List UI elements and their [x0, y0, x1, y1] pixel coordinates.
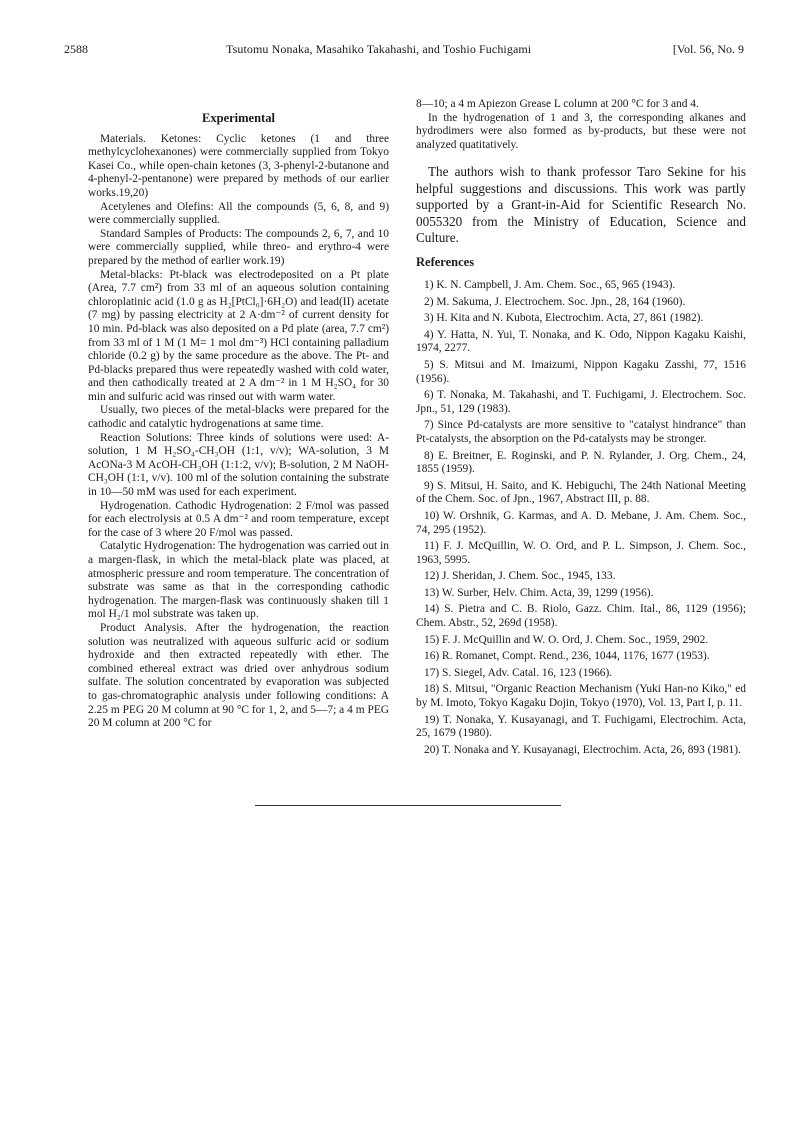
paragraph-catalytic-hydrogenation: Catalytic Hydrogenation: The hydrogenation was carried out in a margen-flask, in which the metal-black plate was placed, at atmospheric pressure and room temperature. The concentration of substrate was same as that in the corresponding cathodic hydrogenation. The margen-flask was continuously shaken till 1 mol H₂/1 mol substrate was taken up.	[88, 540, 389, 621]
reference-item: 7) Since Pd-catalysts are more sensitive to "catalyst hindrance" than Pt-catalysts, the absorption on the Pd-catalysts may be stronger.	[416, 419, 746, 445]
right-column	[416, 98, 746, 760]
reference-item: 15) F. J. McQuillin and W. O. Ord, J. Chem. Soc., 1959, 2902.	[424, 633, 709, 646]
reference-item: 3) H. Kita and N. Kubota, Electrochim. Acta, 27, 861 (1982).	[424, 312, 704, 325]
section-title-references: References	[416, 255, 475, 270]
reference-item: 20) T. Nonaka and Y. Kusayanagi, Electrochim. Acta, 26, 893 (1981).	[424, 743, 741, 756]
reference-item: 4) Y. Hatta, N. Yui, T. Nonaka, and K. Odo, Nippon Kagaku Kaishi, 1974, 2277.	[416, 328, 746, 355]
paragraph-by-products: In the hydrogenation of 1 and 3, the corresponding alkanes and hydrodimers were also formed as by-products, but these were not analyzed quatitatively.	[416, 111, 746, 151]
reference-list	[416, 279, 746, 757]
section-title-experimental: Experimental	[202, 111, 275, 125]
reference-item: 5) S. Mitsui and M. Imaizumi, Nippon Kagaku Zasshi, 77, 1516 (1956).	[416, 358, 746, 385]
reference-item: 2) M. Sakuma, J. Electrochem. Soc. Jpn., 28, 164 (1960).	[424, 295, 686, 308]
acknowledgement: The authors wish to thank professor Taro Sekine for his helpful suggestions and discussions. This work was partly supported by a Grant-in-Aid for Scientific Research No. 0055320 from the Ministry of Education, Science and Culture.	[416, 164, 746, 245]
reference-item: 19) T. Nonaka, Y. Kusayanagi, and T. Fuchigami, Electrochim. Acta, 25, 1679 (1980).	[416, 713, 746, 740]
running-authors: Tsutomu Nonaka, Masahiko Takahashi, and Toshio Fuchigami	[226, 42, 532, 56]
paragraph-usually: Usually, two pieces of the metal-blacks were prepared for the cathodic and catalytic hydrogenations at same time.	[88, 404, 389, 431]
running-header	[64, 42, 744, 58]
reference-item: 18) S. Mitsui, "Organic Reaction Mechanism (Yuki Han-no Kiko," ed by M. Imoto, Tokyo Kagaku Dojin, Tokyo (1970), Vol. 13, Part I, p. 11.	[416, 683, 746, 710]
paragraph-cathodic-hydrogenation: Hydrogenation. Cathodic Hydrogenation: 2 F/mol was passed for each electrolysis at 0.5 A dm⁻² and room temperature, except for the case of 3 where 20 F/mol was passed.	[88, 499, 389, 539]
end-rule	[255, 805, 561, 806]
reference-item: 10) W. Orshnik, G. Karmas, and A. D. Mebane, J. Am. Chem. Soc., 74, 295 (1952).	[416, 509, 746, 536]
paragraph-acetylenes: Acetylenes and Olefins: All the compounds (5, 6, 8, and 9) were commercially supplied.	[88, 200, 389, 227]
reference-item: 16) R. Romanet, Compt. Rend., 236, 1044, 1176, 1677 (1953).	[424, 650, 710, 663]
paragraph-reaction-solutions: Reaction Solutions: Three kinds of solutions were used: A-solution, 1 M H₂SO₄-CH₃OH (1:1, v/v); WA-solution, 3 M AcONa-3 M AcOH-CH₃OH (1:1:2, v/v); B-solution, 2 M NaOH-CH₃OH (1:1, v/v). 100 ml of the solution containing the substrate in 10—50 mM was used for each experiment.	[88, 431, 389, 499]
reference-item: 9) S. Mitsui, H. Saito, and K. Hebiguchi, The 24th National Meeting of the Chem. Soc. of Jpn., 1967, Abstract III, p. 88.	[416, 479, 746, 506]
reference-item: 6) T. Nonaka, M. Takahashi, and T. Fuchigami, J. Electrochem. Soc. Jpn., 51, 129 (1983).	[416, 389, 746, 415]
paragraph-metal-blacks: Metal-blacks: Pt-black was electrodeposited on a Pt plate (Area, 7.7 cm²) from 33 ml of an aqueous solution containing chloroplatinic acid (1.0 g as H₂[PtCl₆]·6H₂O) and lead(II) acetate (7 mg) by passing electricity at 2 A·dm⁻² of current density for 10 min. Pd-black was also deposited on a Pd plate (area, 7.7 cm²) from 33 ml of 1 M (1 M= 1 mol dm⁻³) HCl containing palladium chloride (0.2 g) by the same procedure as the above. The Pt- and Pd-blacks prepared thus were repeatedly washed with cold water, and then cathodically treated at 2 A dm⁻² in 1 M H₂SO₄ for 30 min and sulfuric acid was rinsed out with warm water.	[88, 268, 389, 403]
paragraph-materials: Materials. Ketones: Cyclic ketones (1 and three methylcyclohexanones) were commercially supplied from Tokyo Kasei Co., while open-chain ketones (3, 3-phenyl-2-butanone and 4-phenyl-2-pentanone) were prepared by methods of our earlier works.19,20)	[88, 132, 389, 199]
reference-item: 13) W. Surber, Helv. Chim. Acta, 39, 1299 (1956).	[424, 586, 654, 599]
paragraph-columns-continued: 8—10; a 4 m Apiezon Grease L column at 200 °C for 3 and 4.	[416, 98, 699, 110]
reference-item: 12) J. Sheridan, J. Chem. Soc., 1945, 133.	[424, 570, 616, 583]
reference-item: 1) K. N. Campbell, J. Am. Chem. Soc., 65, 965 (1943).	[424, 279, 676, 291]
reference-item: 8) E. Breitner, E. Roginski, and P. N. Rylander, J. Org. Chem., 24, 1855 (1959).	[416, 449, 746, 476]
page-number: 2588	[64, 42, 88, 56]
paragraph-product-analysis: Product Analysis. After the hydrogenation, the reaction solution was neutralized with aqueous sulfuric acid or sodium hydroxide and then extracted repeatedly with ether. The combined ethereal extract was dried over anhydrous sodium sulfate. The solution concentrated by evaporation was subjected to gas-chromatographic analysis under following conditions: A 2.25 m PEG 20 M column at 90 °C for 1, 2, and 5—7; a 4 m PEG 20 M column at 200 °C for	[88, 621, 389, 730]
reference-item: 14) S. Pietra and C. B. Riolo, Gazz. Chim. Ital., 86, 1129 (1956); Chem. Abstr., 52, 269d (1958).	[416, 603, 746, 630]
volume-info: [Vol. 56, No. 9	[672, 42, 744, 56]
left-column	[88, 112, 389, 731]
paragraph-standard-samples: Standard Samples of Products: The compounds 2, 6, 7, and 10 were commercially supplied, while threo- and erythro-4 were prepared by the method of earlier work.19)	[88, 227, 389, 267]
reference-item: 17) S. Siegel, Adv. Catal. 16, 123 (1966).	[424, 666, 613, 679]
reference-item: 11) F. J. McQuillin, W. O. Ord, and P. L. Simpson, J. Chem. Soc., 1963, 5995.	[416, 540, 746, 566]
